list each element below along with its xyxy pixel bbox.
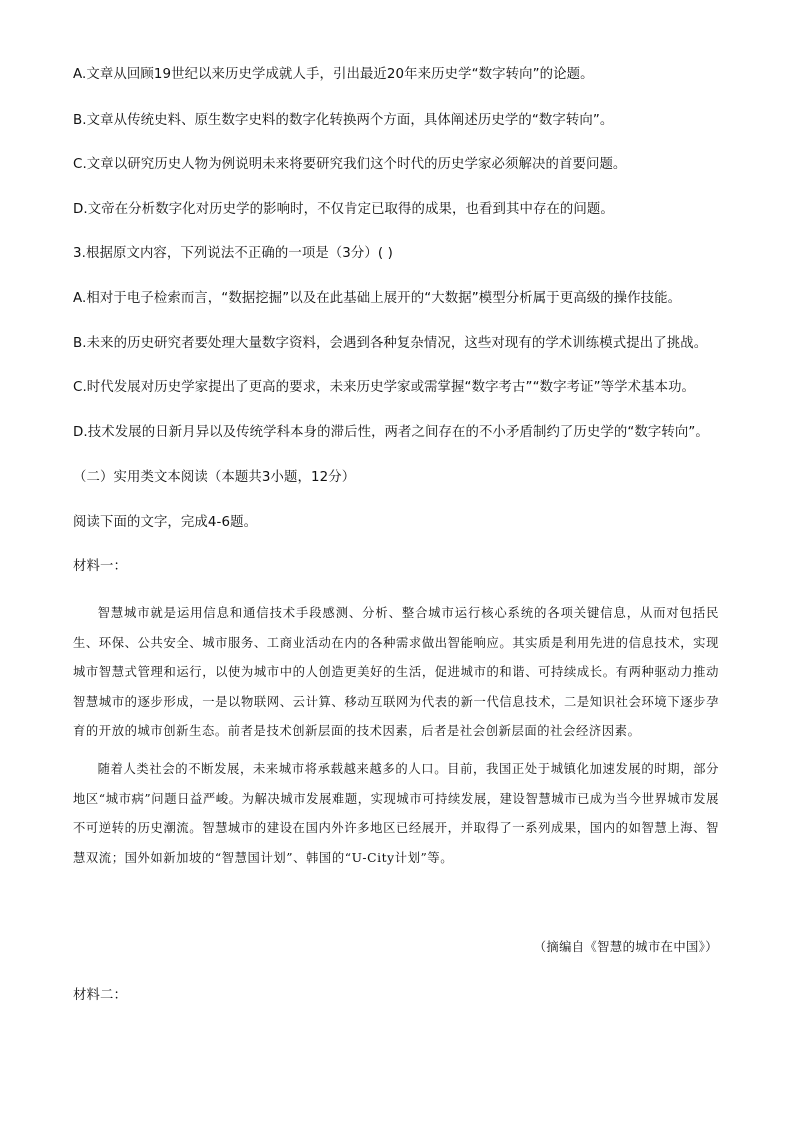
material-1-paragraph-2: 随着人类社会的不断发展，未来城市将承载越来越多的人口。目前，我国正处于城镇化加速发展的时期，部分地区“城市病”问题日益严峻。为解决城市发展难题，实现城市可持续发展，建设智慧城市已成为当今世界城市发展不可逆转的历史潮流。智慧城市的建设在国内外许多地区已经展开，并取得了一系列成果，国内的如智慧上海、智慧双流；国外如新加坡的“智慧国计划”、韩国的“U-City计划”等。 (73, 761, 719, 865)
material-1-label: 材料一： (73, 559, 127, 574)
q3-option-a: A.相对于电子检索而言，“数据挖掘”以及在此基础上展开的“大数据”模型分析属于更高级的操作技能。 (73, 291, 682, 306)
q2-option-b: B.文章从传统史料、原生数字史料的数字化转换两个方面，具体阐述历史学的“数字转向”。 (73, 113, 614, 128)
q3-stem: 3.根据原文内容，下列说法不正确的一项是（3分）( ) (73, 246, 393, 261)
q3-option-c: C.时代发展对历史学家提出了更高的要求，未来历史学家或需掌握“数字考古”“数字考证”等学术基本功。 (73, 380, 696, 395)
material-2-label: 材料二： (73, 988, 127, 1003)
material-1-paragraph-1: 智慧城市就是运用信息和通信技术手段感测、分析、整合城市运行核心系统的各项关键信息，从而对包括民生、环保、公共安全、城市服务、工商业活动在内的各种需求做出智能响应。其实质是利用先进的信息技术，实现城市智慧式管理和运行，以使为城市中的人创造更美好的生活，促进城市的和谐、可持续成长。有两种驱动力推动智慧城市的逐步形成，一是以物联网、云计算、移动互联网为代表的新一代信息技术，二是知识社会环境下逐步孕育的开放的城市创新生态。前者是技术创新层面的技术因素，后者是社会创新层面的社会经济因素。 (73, 606, 719, 739)
material-1-body (73, 599, 719, 873)
q2-option-a: A.文章从回顾19世纪以来历史学成就人手，引出最近20年来历史学“数字转向”的论题。 (73, 67, 594, 82)
q3-option-b: B.未来的历史研究者要处理大量数字资料，会遇到各种复杂情况，这些对现有的学术训练模式提出了挑战。 (73, 336, 708, 351)
q3-option-d: D.技术发展的日新月异以及传统学科本身的滞后性，两者之间存在的不小矛盾制约了历史学的“数字转向”。 (73, 425, 709, 440)
section-heading: （二）实用类文本阅读（本题共3小题，12分） (73, 470, 356, 485)
reading-instruction: 阅读下面的文字，完成4-6题。 (73, 515, 258, 530)
material-1-source: （摘编自《智慧的城市在中国》） (533, 940, 718, 954)
q2-option-c: C.文章以研究历史人物为例说明未来将要研究我们这个时代的历史学家必须解决的首要问题。 (73, 157, 627, 172)
q2-option-d: D.文帝在分析数字化对历史学的影响时，不仅肯定已取得的成果，也看到其中存在的问题。 (73, 202, 614, 217)
